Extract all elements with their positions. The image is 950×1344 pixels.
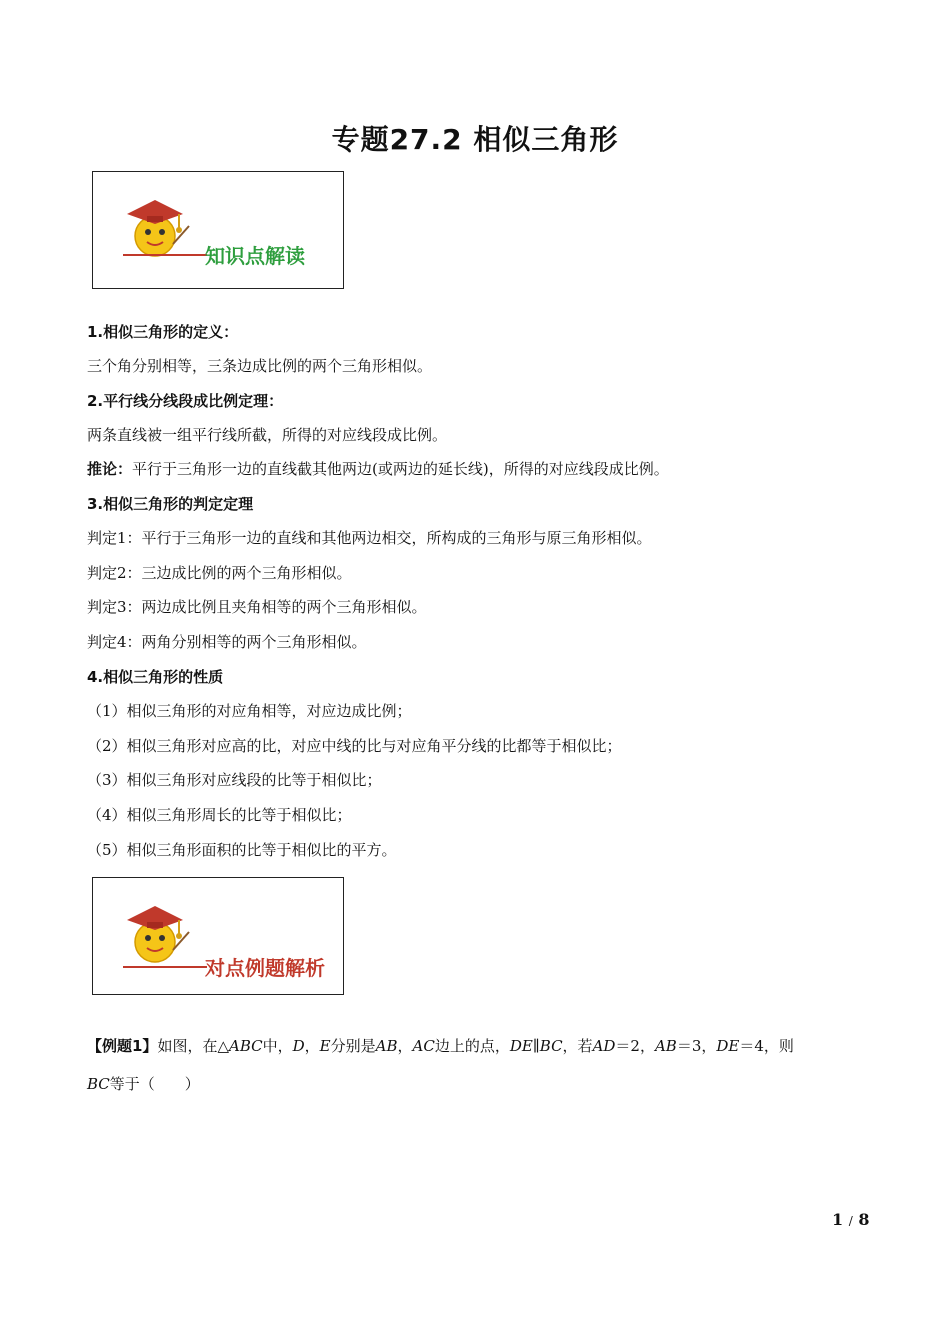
example-1-line-1 <box>87 1036 794 1056</box>
section-4-heading: 4.相似三角形的性质 <box>87 668 224 686</box>
section-1-heading: 1.相似三角形的定义： <box>87 323 239 341</box>
section-2-heading: 2.平行线分线段成比例定理： <box>87 392 284 410</box>
banner-divider <box>123 254 207 256</box>
text: ，若 <box>562 1037 593 1055</box>
page-title: 专题27.2 相似三角形 <box>331 123 619 156</box>
math: BC <box>539 1037 563 1055</box>
section-1-text: 三个角分别相等，三条边成比例的两个三角形相似。 <box>87 357 433 375</box>
examples-banner <box>92 877 344 995</box>
text: ＝3， <box>676 1037 717 1055</box>
text: 等于（ ） <box>109 1075 200 1093</box>
page-total: 8 <box>858 1210 870 1229</box>
math: ABC <box>228 1037 263 1055</box>
property-item: （5）相似三角形面积的比等于相似比的平方。 <box>87 841 397 859</box>
graduate-mascot-icon <box>117 892 197 972</box>
section-3-heading: 3.相似三角形的判定定理 <box>87 495 254 513</box>
example-1-label: 【例题1】 <box>87 1037 158 1055</box>
text: ＝4，则 <box>739 1037 794 1055</box>
math: DE <box>509 1037 533 1055</box>
page-current: 1 <box>832 1210 844 1229</box>
math: BC <box>87 1075 110 1093</box>
text: 如图，在△ <box>157 1037 229 1055</box>
text: 分别是 <box>330 1037 376 1055</box>
section-2-corollary <box>87 459 669 479</box>
text: 中， <box>262 1037 293 1055</box>
math: AC <box>412 1037 435 1055</box>
property-item: （2）相似三角形对应高的比，对应中线的比与对应角平分线的比都等于相似比； <box>87 737 622 755</box>
math: D <box>292 1037 305 1055</box>
math: E <box>319 1037 331 1055</box>
example-1-line-2 <box>87 1074 200 1094</box>
math: DE <box>716 1037 740 1055</box>
text: 边上的点， <box>434 1037 510 1055</box>
text: ， <box>397 1037 413 1055</box>
parallel-symbol: ∥ <box>532 1037 540 1055</box>
knowledge-banner-label: 知识点解读 <box>205 244 305 268</box>
math: AD <box>592 1037 616 1055</box>
property-item: （3）相似三角形对应线段的比等于相似比； <box>87 771 382 789</box>
criterion-item: 判定2：三边成比例的两个三角形相似。 <box>87 564 352 582</box>
examples-banner-label: 对点例题解析 <box>205 956 325 980</box>
page-separator: / <box>848 1214 853 1228</box>
criterion-item: 判定4：两角分别相等的两个三角形相似。 <box>87 633 367 651</box>
text: ＝2， <box>615 1037 655 1055</box>
criterion-item: 判定1：平行于三角形一边的直线和其他两边相交，所构成的三角形与原三角形相似。 <box>87 529 652 547</box>
corollary-label: 推论： <box>87 460 133 478</box>
math: AB <box>375 1037 398 1055</box>
banner-divider <box>123 966 207 968</box>
text: ， <box>304 1037 320 1055</box>
knowledge-banner <box>92 171 344 289</box>
page-number <box>832 1210 869 1229</box>
corollary-text: 平行于三角形一边的直线截其他两边(或两边的延长线)，所得的对应线段成比例。 <box>132 460 669 478</box>
property-item: （4）相似三角形周长的比等于相似比； <box>87 806 352 824</box>
section-2-text: 两条直线被一组平行线所截，所得的对应线段成比例。 <box>87 426 448 444</box>
criterion-item: 判定3：两边成比例且夹角相等的两个三角形相似。 <box>87 598 427 616</box>
property-item: （1）相似三角形的对应角相等，对应边成比例； <box>87 702 412 720</box>
math: AB <box>654 1037 677 1055</box>
